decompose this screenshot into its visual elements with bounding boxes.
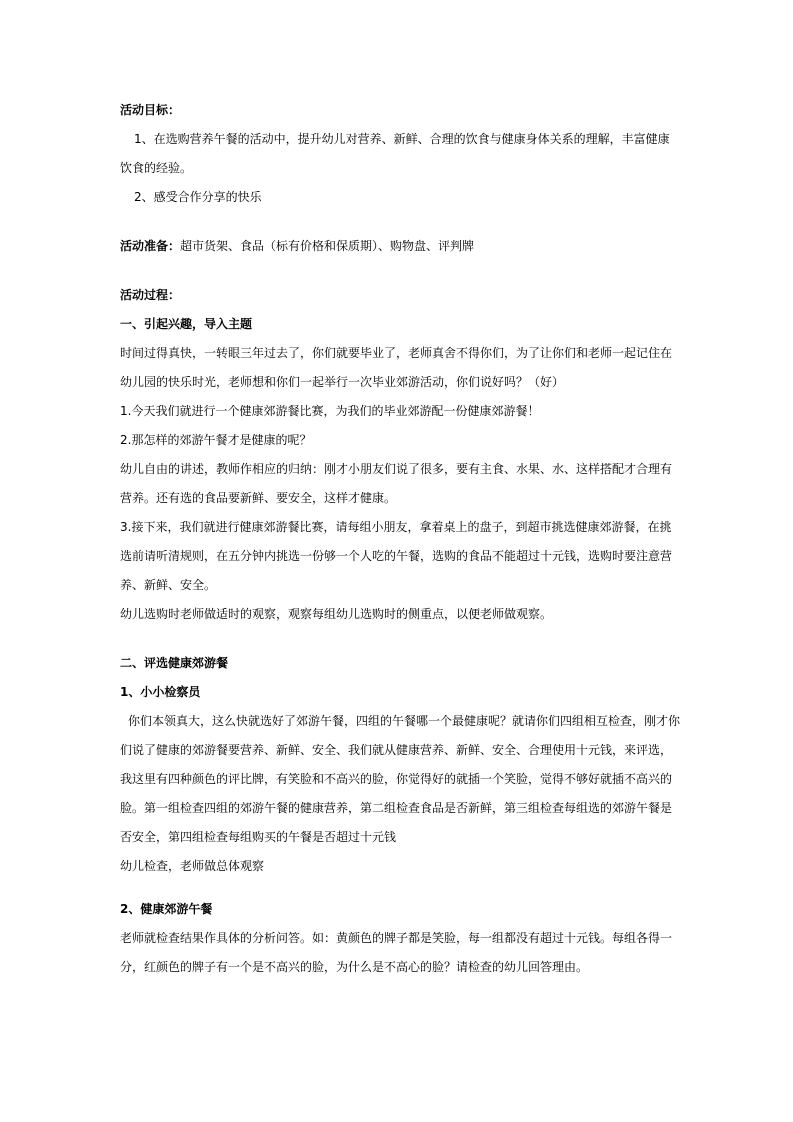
goal-item-2: 2、感受合作分享的快乐 bbox=[134, 190, 262, 204]
section2-sub2-title: 2、健康郊游午餐 bbox=[120, 902, 213, 916]
section2-sub2-paragraph-1: 老师就检查结果作具体的分析问答。如：黄颜色的牌子都是笑脸，每一组都没有超过十元钱。每组各得一分，红颜色的牌子有一个是不高兴的脸，为什么是不高心的脸？请检查的幼儿回答理由。 bbox=[120, 931, 673, 974]
document-page bbox=[120, 96, 680, 982]
section2-sub1-title: 1、小小检察员 bbox=[120, 685, 201, 699]
section2-sub1-paragraph-1: 你们本领真大，这么快就选好了郊游午餐，四组的午餐哪一个最健康呢？就请你们四组相互检查，刚才你们说了健康的郊游餐要营养、新鲜、安全、我们就从健康营养、新鲜、安全、合理使用十元钱，来评选，我这里有四种颜色的评比牌，有笑脸和不高兴的脸，你觉得好的就插一个笑脸，觉得不够好就插不高兴的脸。第一组检查四组的郊游午餐的健康营养，第二组检查食品是否新鲜，第三组检查每组选的郊游午餐是否安全，第四组检查每组购买的午餐是否超过十元钱 bbox=[120, 714, 681, 844]
section1-paragraph-3: 2.那怎样的郊游午餐才是健康的呢？ bbox=[120, 433, 312, 447]
section1-paragraph-2: 1.今天我们就进行一个健康郊游餐比赛，为我们的毕业郊游配一份健康郊游餐！ bbox=[120, 404, 540, 418]
prep-paragraph bbox=[120, 232, 680, 261]
section1-paragraph-4: 幼儿自由的讲述，教师作相应的归纳：刚才小朋友们说了很多，要有主食、水果、水、这样搭配才合理有营养。还有选的食品要新鲜、要安全，这样才健康。 bbox=[120, 462, 673, 505]
section1-title: 一、引起兴趣，导入主题 bbox=[120, 317, 253, 331]
section1-paragraph-5: 3.接下来，我们就进行健康郊游餐比赛，请每组小朋友，拿着桌上的盘子，到超市挑选健康郊游餐，在挑选前请听清规则，在五分钟内挑选一份够一个人吃的午餐，选购的食品不能超过十元钱，选购时要注意营养、新鲜、安全。 bbox=[120, 520, 673, 592]
goal-item-1: 1、在选购营养午餐的活动中，提升幼儿对营养、新鲜、合理的饮食与健康身体关系的理解，丰富健康饮食的经验。 bbox=[120, 132, 670, 175]
goal-heading: 活动目标： bbox=[120, 103, 181, 117]
prep-text: 超市货架、食品（标有价格和保质期）、购物盘、评判牌 bbox=[180, 239, 475, 253]
section1-paragraph-1: 时间过得真快，一转眼三年过去了，你们就要毕业了，老师真舍不得你们，为了让你们和老师一起记住在幼儿园的快乐时光，老师想和你们一起举行一次毕业郊游活动，你们说好吗？（好） bbox=[120, 346, 673, 389]
section1-paragraph-6: 幼儿选购时老师做适时的观察，观察每组幼儿选购时的侧重点，以便老师做观察。 bbox=[120, 607, 553, 621]
section2-sub1-paragraph-2: 幼儿检查，老师做总体观察 bbox=[120, 859, 265, 873]
process-heading: 活动过程： bbox=[120, 288, 181, 302]
prep-heading: 活动准备： bbox=[120, 239, 181, 253]
section2-title: 二、评选健康郊游餐 bbox=[120, 656, 229, 670]
